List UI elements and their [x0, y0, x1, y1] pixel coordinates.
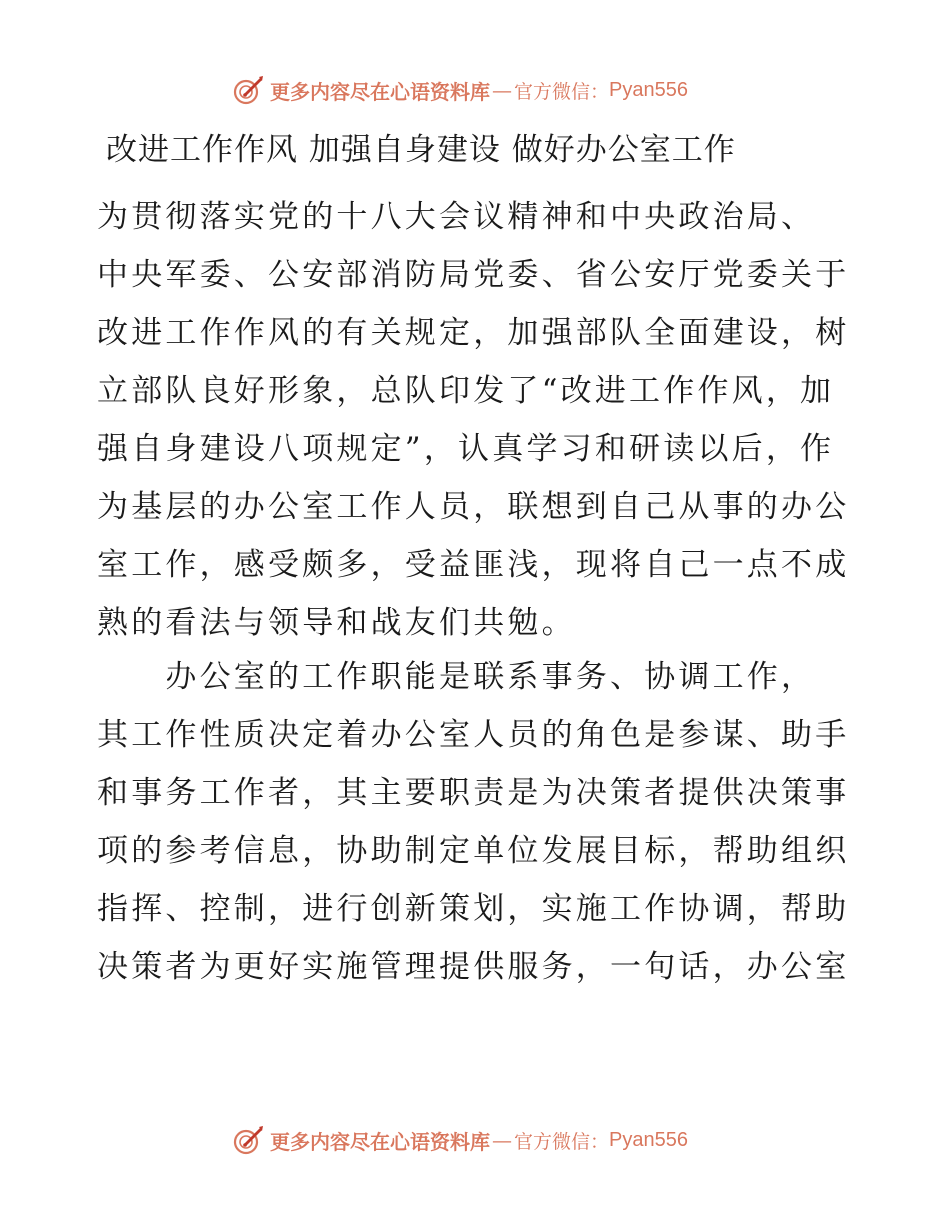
- paragraph-line: 立部队良好形象，总队印发了“改进工作作风，加: [97, 373, 835, 409]
- footer-wechat-id: Pyan556: [609, 1128, 688, 1151]
- document-title: 改进工作作风 加强自身建设 做好办公室工作: [106, 132, 736, 168]
- paragraph-line: 项的参考信息，协助制定单位发展目标，帮助组织: [97, 833, 850, 869]
- paragraph-line: 熟的看法与领导和战友们共勉。: [97, 605, 576, 641]
- quill-pen-logo-icon: [232, 1124, 264, 1156]
- paragraph-line: 办公室的工作职能是联系事务、协调工作，: [97, 659, 816, 695]
- paragraph-line: 中央军委、公安部消防局党委、省公安厅党委关于: [97, 257, 850, 293]
- footer-wechat-label: 官方微信：: [514, 1130, 610, 1153]
- paragraph-line: 为基层的办公室工作人员，联想到自己从事的办公: [97, 489, 850, 525]
- quill-pen-logo-icon: [232, 74, 264, 106]
- paragraph-line: 和事务工作者，其主要职责是为决策者提供决策事: [97, 775, 850, 811]
- footer-banner: [232, 1123, 688, 1157]
- paragraph-line: 室工作，感受颇多，受益匪浅，现将自己一点不成: [97, 547, 850, 583]
- footer-brand-text: 更多内容尽在心语资料库: [270, 1129, 490, 1154]
- header-brand-text: 更多内容尽在心语资料库: [270, 79, 490, 104]
- paragraph-1: [97, 188, 849, 652]
- paragraph-line: 强自身建设八项规定”，认真学习和研读以后，作: [97, 431, 835, 467]
- header-banner: [232, 73, 688, 107]
- header-wechat-id: Pyan556: [609, 78, 688, 101]
- paragraph-line: 其工作性质决定着办公室人员的角色是参谋、助手: [97, 717, 850, 753]
- paragraph-line: 决策者为更好实施管理提供服务，一句话，办公室: [97, 949, 850, 985]
- paragraph-line: 指挥、控制，进行创新策划，实施工作协调，帮助: [97, 891, 850, 927]
- header-separator: —: [492, 78, 512, 102]
- footer-separator: —: [492, 1128, 512, 1152]
- header-wechat-label: 官方微信：: [514, 80, 610, 103]
- paragraph-line: 改进工作作风的有关规定，加强部队全面建设，树: [97, 315, 850, 351]
- paragraph-2: [97, 648, 849, 996]
- paragraph-line: 为贯彻落实党的十八大会议精神和中央政治局、: [97, 199, 816, 235]
